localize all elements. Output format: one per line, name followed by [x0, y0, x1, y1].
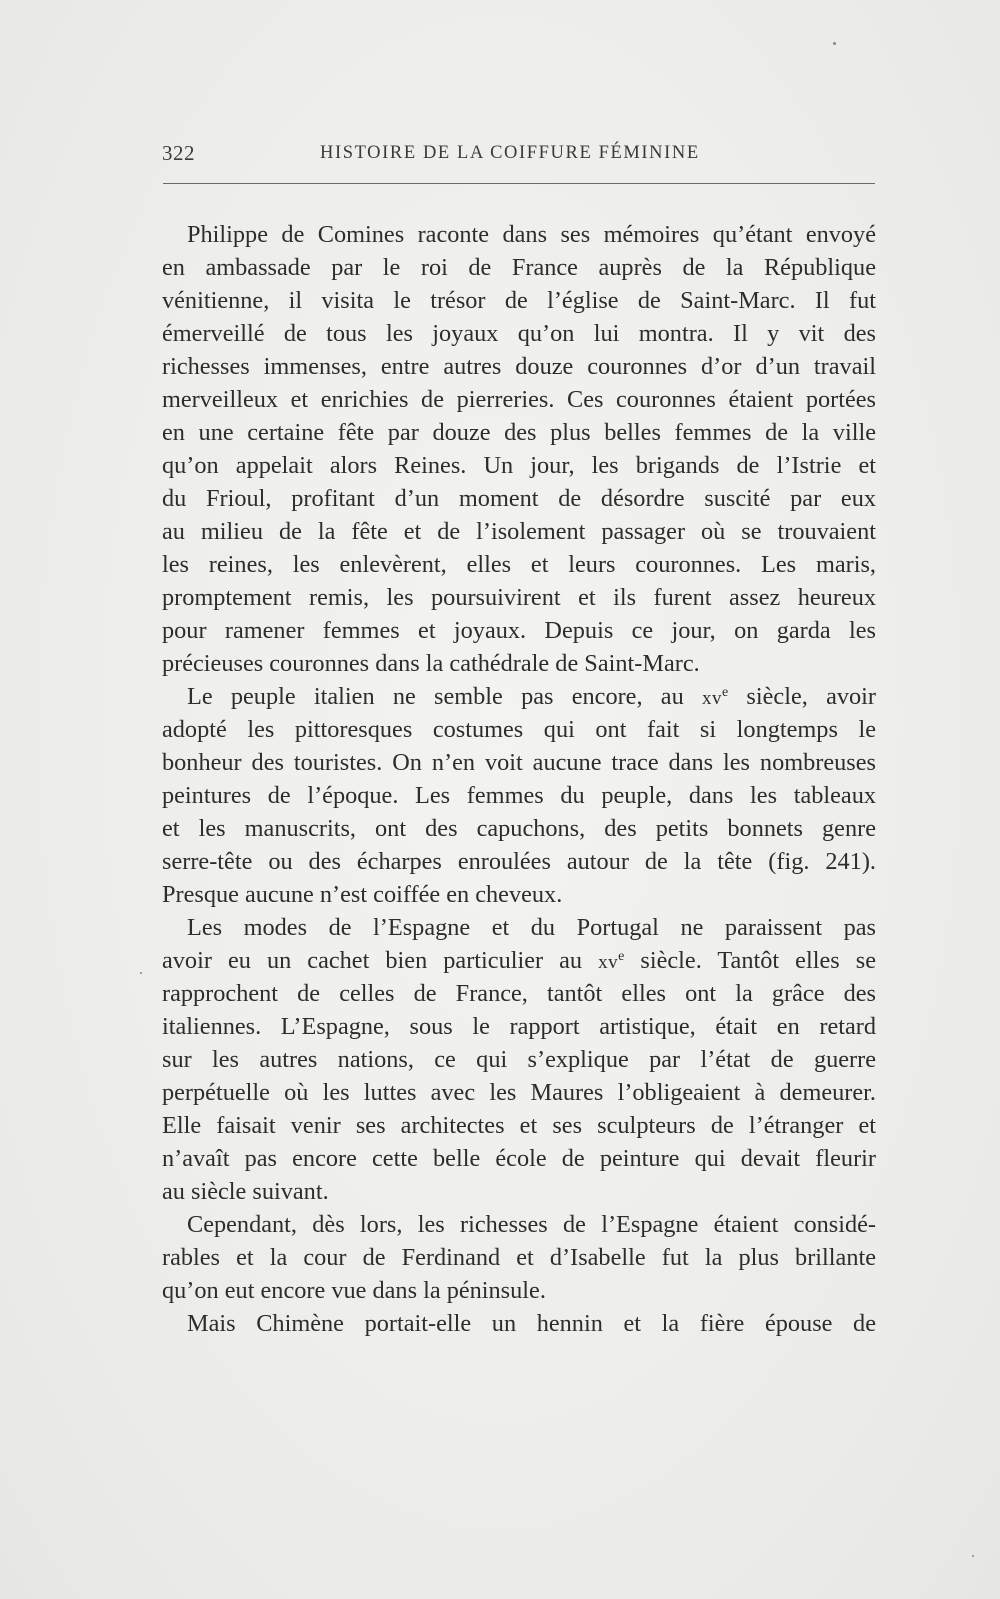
- paper-speck: [972, 1555, 974, 1557]
- paper-speck: [140, 972, 142, 974]
- text-line: émerveillé de tous les joyaux qu’on lui montra. Il y vit des: [162, 320, 876, 347]
- text-line: les reines, les enlevèrent, elles et leurs couronnes. Les maris,: [162, 551, 876, 578]
- text-line: italiennes. L’Espagne, sous le rapport artistique, était en retard: [162, 1013, 876, 1040]
- paragraph-2: [162, 680, 876, 911]
- text-line: en une certaine fête par douze des plus belles femmes de la ville: [162, 419, 876, 446]
- page-number: 322: [162, 141, 195, 165]
- text-fragment: Le peuple italien ne semble pas encore, au: [187, 683, 702, 710]
- text-line: bonheur des touristes. On n’en voit aucune trace dans les nombreuses: [162, 749, 876, 776]
- text-line: sur les autres nations, ce qui s’explique par l’état de guerre: [162, 1046, 876, 1073]
- century-numeral: xv: [701, 688, 722, 709]
- text-line: Cependant, dès lors, les richesses de l’Espagne étaient considé-: [187, 1211, 876, 1238]
- text-fragment: siècle, avoir: [728, 683, 876, 710]
- text-line: peintures de l’époque. Les femmes du peuple, dans les tableaux: [162, 782, 876, 809]
- text-body: [162, 218, 876, 1340]
- text-line: [162, 944, 876, 977]
- paper-speck: [833, 42, 836, 45]
- paragraph-1: [162, 218, 876, 680]
- century-numeral: xv: [598, 952, 619, 973]
- paragraph-4: [162, 1208, 876, 1307]
- text-line: n’avaît pas encore cette belle école de peinture qui devait fleurir: [162, 1145, 876, 1172]
- text-fragment: avoir eu un cachet bien particulier au: [162, 947, 599, 974]
- paragraph-3: [162, 911, 876, 1208]
- text-line: qu’on appelait alors Reines. Un jour, les brigands de l’Istrie et: [162, 452, 876, 479]
- text-line: en ambassade par le roi de France auprès de la République: [162, 254, 876, 281]
- text-line: rapprochent de celles de France, tantôt elles ont la grâce des: [162, 980, 876, 1007]
- text-line: rables et la cour de Ferdinand et d’Isabelle fut la plus brillante: [162, 1244, 876, 1271]
- text-line: et les manuscrits, ont des capuchons, des petits bonnets genre: [162, 815, 876, 842]
- text-line: Elle faisait venir ses architectes et ses sculpteurs de l’étranger et: [162, 1112, 876, 1139]
- text-line: adopté les pittoresques costumes qui ont fait si longtemps le: [162, 716, 876, 743]
- text-line: Mais Chimène portait-elle un hennin et la fière épouse de: [187, 1310, 876, 1337]
- text-line: au siècle suivant.: [162, 1178, 329, 1205]
- text-fragment: siècle. Tantôt elles se: [624, 947, 876, 974]
- text-line: Les modes de l’Espagne et du Portugal ne paraissent pas: [187, 914, 876, 941]
- text-line: [162, 680, 876, 713]
- text-line: Philippe de Comines raconte dans ses mémoires qu’étant envoyé: [187, 221, 876, 248]
- text-line: serre-tête ou des écharpes enroulées autour de la tête (fig. 241).: [162, 848, 876, 875]
- header-rule: [163, 183, 875, 184]
- text-line: perpétuelle où les luttes avec les Maures l’obligeaient à demeurer.: [162, 1079, 876, 1106]
- text-line: promptement remis, les poursuivirent et ils furent assez heureux: [162, 584, 876, 611]
- running-title: HISTOIRE DE LA COIFFURE FÉMININE: [320, 143, 700, 163]
- paragraph-5: [162, 1307, 876, 1340]
- text-line: précieuses couronnes dans la cathédrale de Saint-Marc.: [162, 650, 700, 677]
- superscript: e: [618, 949, 625, 964]
- text-line: vénitienne, il visita le trésor de l’église de Saint-Marc. Il fut: [162, 287, 876, 314]
- text-line: merveilleux et enrichies de pierreries. Ces couronnes étaient portées: [162, 386, 876, 413]
- text-line: qu’on eut encore vue dans la péninsule.: [162, 1277, 546, 1304]
- text-line: Presque aucune n’est coiffée en cheveux.: [162, 881, 563, 908]
- superscript: e: [721, 685, 729, 700]
- text-line: richesses immenses, entre autres douze couronnes d’or d’un travail: [162, 353, 876, 380]
- text-line: au milieu de la fête et de l’isolement passager où se trouvaient: [162, 518, 876, 545]
- text-line: du Frioul, profitant d’un moment de désordre suscité par eux: [162, 485, 876, 512]
- running-head: [162, 141, 872, 171]
- text-line: pour ramener femmes et joyaux. Depuis ce jour, on garda les: [162, 617, 876, 644]
